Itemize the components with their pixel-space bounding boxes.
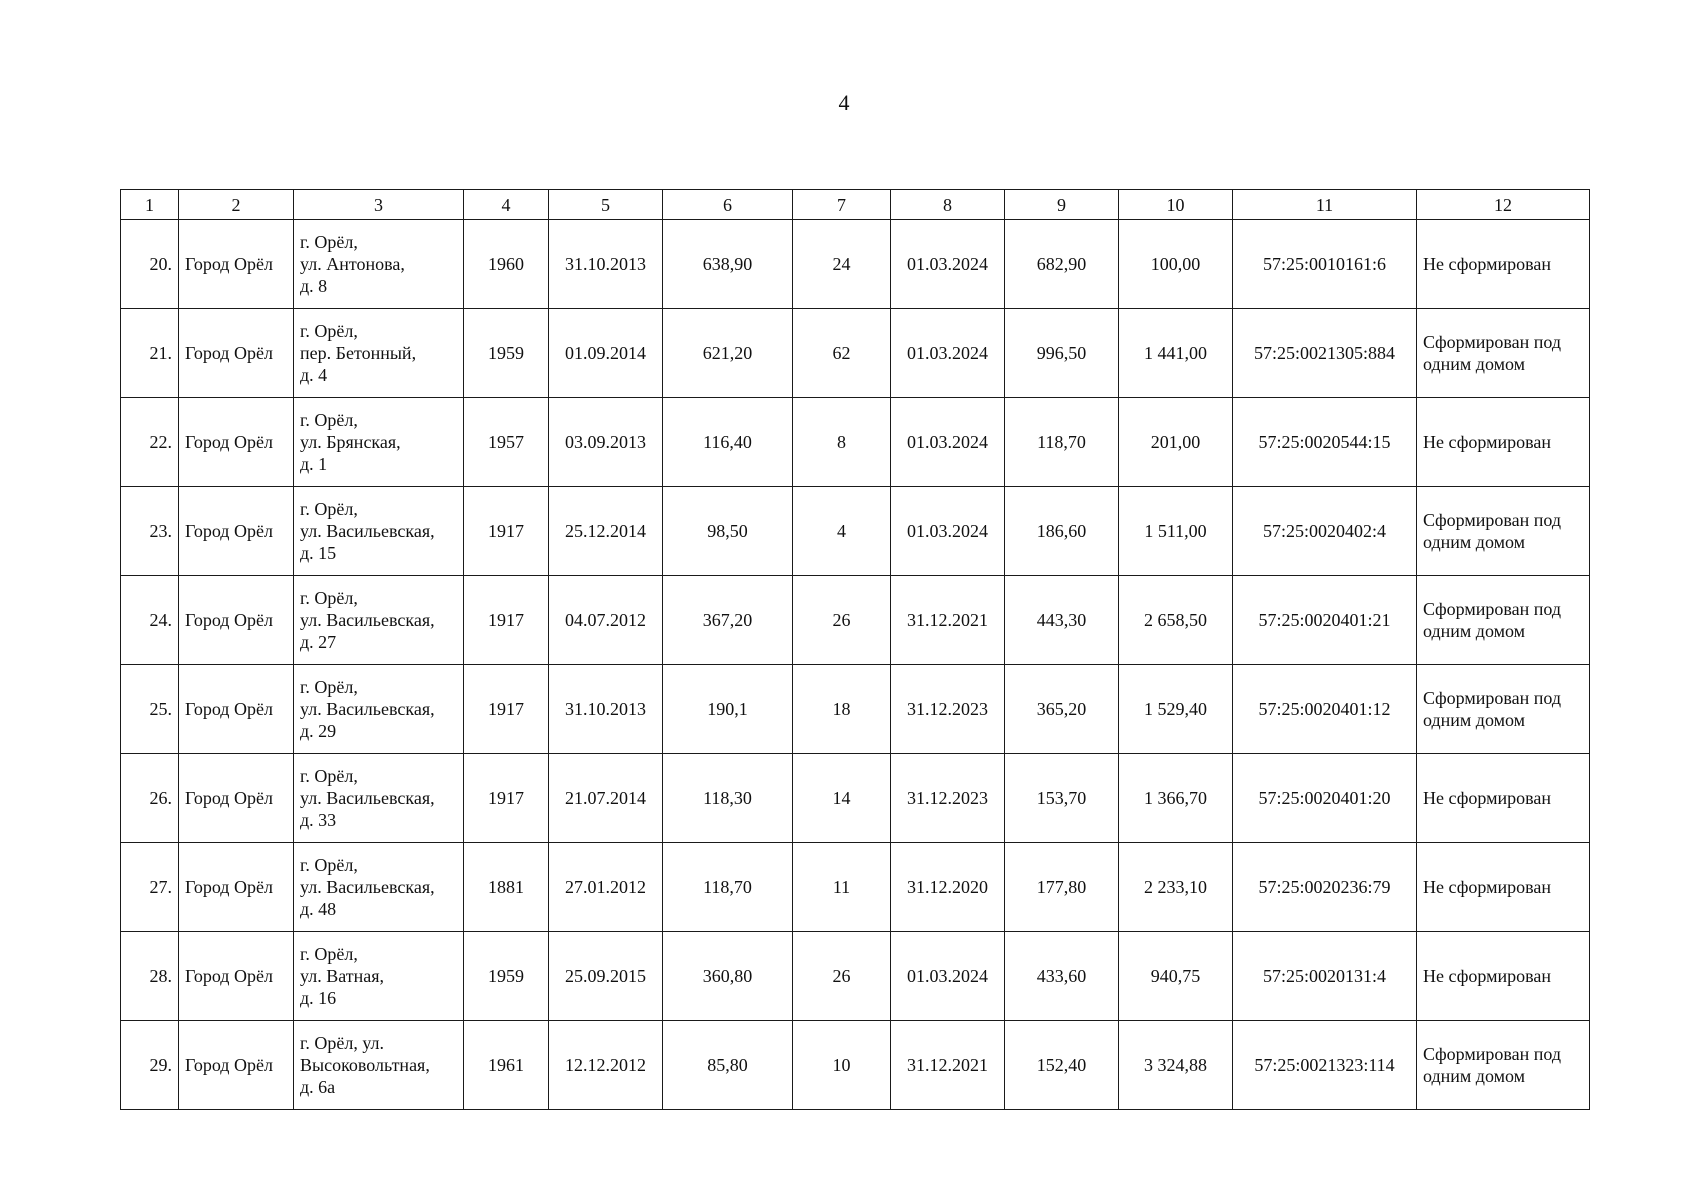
address-cell [294,932,464,1021]
address-line: ул. Ватная, [300,966,384,986]
municipality-cell: Город Орёл [179,487,294,576]
cadastral-number-cell: 57:25:0020131:4 [1233,932,1417,1021]
value-cell: 116,40 [663,398,793,487]
column-header: 3 [294,190,464,220]
status-cell: Не сформирован [1417,398,1590,487]
count-cell: 8 [793,398,891,487]
value-cell: 360,80 [663,932,793,1021]
column-header: 4 [464,190,549,220]
municipality-cell: Город Орёл [179,398,294,487]
status-cell: Не сформирован [1417,843,1590,932]
address-cell [294,665,464,754]
address-line: г. Орёл, [300,499,358,519]
year-cell: 1961 [464,1021,549,1110]
table-row [121,576,1590,665]
municipality-cell: Город Орёл [179,576,294,665]
address-line: ул. Васильевская, [300,699,435,719]
address-line: г. Орёл, [300,677,358,697]
column-header: 7 [793,190,891,220]
table-row [121,843,1590,932]
address-line: ул. Васильевская, [300,788,435,808]
address-line: г. Орёл, [300,232,358,252]
address-line: д. 15 [300,543,337,563]
value-cell: 638,90 [663,220,793,309]
address-line: д. 1 [300,454,328,474]
table-row [121,1021,1590,1110]
year-cell: 1881 [464,843,549,932]
date-cell: 12.12.2012 [549,1021,663,1110]
address-line: г. Орёл, [300,766,358,786]
table-row [121,220,1590,309]
row-number-cell: 21. [121,309,179,398]
cadastral-number-cell: 57:25:0020402:4 [1233,487,1417,576]
municipality-cell: Город Орёл [179,309,294,398]
date-cell: 01.03.2024 [891,487,1005,576]
address-line: ул. Антонова, [300,254,405,274]
status-cell: Сформирован под одним домом [1417,487,1590,576]
value-cell: 118,70 [663,843,793,932]
column-header: 8 [891,190,1005,220]
date-cell: 31.12.2023 [891,665,1005,754]
year-cell: 1959 [464,309,549,398]
column-number-row [121,190,1590,220]
value-cell: 85,80 [663,1021,793,1110]
address-line: д. 48 [300,899,337,919]
count-cell: 26 [793,932,891,1021]
value-cell: 2 233,10 [1119,843,1233,932]
address-line: г. Орёл, [300,410,358,430]
value-cell: 98,50 [663,487,793,576]
cadastral-number-cell: 57:25:0020401:20 [1233,754,1417,843]
table-row [121,309,1590,398]
row-number-cell: 28. [121,932,179,1021]
row-number-cell: 22. [121,398,179,487]
year-cell: 1917 [464,487,549,576]
cadastral-number-cell: 57:25:0020544:15 [1233,398,1417,487]
date-cell: 04.07.2012 [549,576,663,665]
date-cell: 01.03.2024 [891,932,1005,1021]
value-cell: 1 366,70 [1119,754,1233,843]
address-line: ул. Васильевская, [300,521,435,541]
address-cell [294,487,464,576]
column-header: 1 [121,190,179,220]
column-header: 9 [1005,190,1119,220]
column-header: 2 [179,190,294,220]
value-cell: 152,40 [1005,1021,1119,1110]
count-cell: 24 [793,220,891,309]
date-cell: 03.09.2013 [549,398,663,487]
address-line: д. 33 [300,810,337,830]
municipality-cell: Город Орёл [179,1021,294,1110]
value-cell: 1 529,40 [1119,665,1233,754]
table-body [121,220,1590,1110]
municipality-cell: Город Орёл [179,220,294,309]
date-cell: 31.12.2021 [891,1021,1005,1110]
year-cell: 1960 [464,220,549,309]
address-cell [294,398,464,487]
row-number-cell: 23. [121,487,179,576]
table-row [121,754,1590,843]
column-header: 6 [663,190,793,220]
housing-registry-table [120,189,1590,1110]
date-cell: 31.12.2021 [891,576,1005,665]
row-number-cell: 20. [121,220,179,309]
address-cell [294,576,464,665]
value-cell: 940,75 [1119,932,1233,1021]
address-line: пер. Бетонный, [300,343,417,363]
address-cell [294,220,464,309]
address-line: г. Орёл, [300,855,358,875]
value-cell: 433,60 [1005,932,1119,1021]
count-cell: 10 [793,1021,891,1110]
address-cell [294,843,464,932]
status-cell: Не сформирован [1417,220,1590,309]
date-cell: 25.12.2014 [549,487,663,576]
address-cell [294,309,464,398]
municipality-cell: Город Орёл [179,843,294,932]
column-header: 5 [549,190,663,220]
value-cell: 153,70 [1005,754,1119,843]
year-cell: 1917 [464,665,549,754]
municipality-cell: Город Орёл [179,932,294,1021]
address-line: д. 4 [300,365,328,385]
date-cell: 01.03.2024 [891,398,1005,487]
date-cell: 25.09.2015 [549,932,663,1021]
row-number-cell: 29. [121,1021,179,1110]
column-header: 12 [1417,190,1590,220]
address-line: д. 16 [300,988,337,1008]
address-cell [294,1021,464,1110]
status-cell: Не сформирован [1417,754,1590,843]
value-cell: 1 441,00 [1119,309,1233,398]
address-line: ул. Васильевская, [300,610,435,630]
address-line: д. 27 [300,632,337,652]
value-cell: 118,70 [1005,398,1119,487]
status-cell: Сформирован под одним домом [1417,309,1590,398]
address-cell [294,754,464,843]
cadastral-number-cell: 57:25:0021323:114 [1233,1021,1417,1110]
address-line: д. 6а [300,1077,336,1097]
value-cell: 118,30 [663,754,793,843]
column-header: 11 [1233,190,1417,220]
year-cell: 1957 [464,398,549,487]
address-line: Высоковольтная, [300,1055,430,1075]
year-cell: 1917 [464,754,549,843]
value-cell: 177,80 [1005,843,1119,932]
value-cell: 682,90 [1005,220,1119,309]
value-cell: 186,60 [1005,487,1119,576]
count-cell: 26 [793,576,891,665]
year-cell: 1917 [464,576,549,665]
cadastral-number-cell: 57:25:0021305:884 [1233,309,1417,398]
value-cell: 365,20 [1005,665,1119,754]
value-cell: 201,00 [1119,398,1233,487]
status-cell: Не сформирован [1417,932,1590,1021]
status-cell: Сформирован под одним домом [1417,576,1590,665]
address-line: г. Орёл, [300,321,358,341]
value-cell: 443,30 [1005,576,1119,665]
cadastral-number-cell: 57:25:0020401:21 [1233,576,1417,665]
page-number: 4 [838,90,850,115]
value-cell: 2 658,50 [1119,576,1233,665]
count-cell: 18 [793,665,891,754]
row-number-cell: 24. [121,576,179,665]
row-number-cell: 27. [121,843,179,932]
date-cell: 21.07.2014 [549,754,663,843]
date-cell: 01.03.2024 [891,220,1005,309]
row-number-cell: 25. [121,665,179,754]
date-cell: 27.01.2012 [549,843,663,932]
municipality-cell: Город Орёл [179,754,294,843]
municipality-cell: Город Орёл [179,665,294,754]
year-cell: 1959 [464,932,549,1021]
count-cell: 62 [793,309,891,398]
table-row [121,487,1590,576]
value-cell: 367,20 [663,576,793,665]
address-line: ул. Васильевская, [300,877,435,897]
column-header: 10 [1119,190,1233,220]
table-row [121,398,1590,487]
row-number-cell: 26. [121,754,179,843]
status-cell: Сформирован под одним домом [1417,665,1590,754]
value-cell: 1 511,00 [1119,487,1233,576]
table-row [121,665,1590,754]
value-cell: 621,20 [663,309,793,398]
value-cell: 100,00 [1119,220,1233,309]
cadastral-number-cell: 57:25:0010161:6 [1233,220,1417,309]
value-cell: 190,1 [663,665,793,754]
date-cell: 31.12.2020 [891,843,1005,932]
value-cell: 3 324,88 [1119,1021,1233,1110]
count-cell: 11 [793,843,891,932]
date-cell: 01.03.2024 [891,309,1005,398]
date-cell: 31.10.2013 [549,665,663,754]
cadastral-number-cell: 57:25:0020236:79 [1233,843,1417,932]
count-cell: 14 [793,754,891,843]
address-line: ул. Брянская, [300,432,401,452]
status-cell: Сформирован под одним домом [1417,1021,1590,1110]
date-cell: 31.12.2023 [891,754,1005,843]
value-cell: 996,50 [1005,309,1119,398]
date-cell: 01.09.2014 [549,309,663,398]
date-cell: 31.10.2013 [549,220,663,309]
address-line: г. Орёл, ул. [300,1033,385,1053]
table-row [121,932,1590,1021]
address-line: д. 29 [300,721,337,741]
cadastral-number-cell: 57:25:0020401:12 [1233,665,1417,754]
address-line: г. Орёл, [300,588,358,608]
address-line: д. 8 [300,276,328,296]
address-line: г. Орёл, [300,944,358,964]
count-cell: 4 [793,487,891,576]
